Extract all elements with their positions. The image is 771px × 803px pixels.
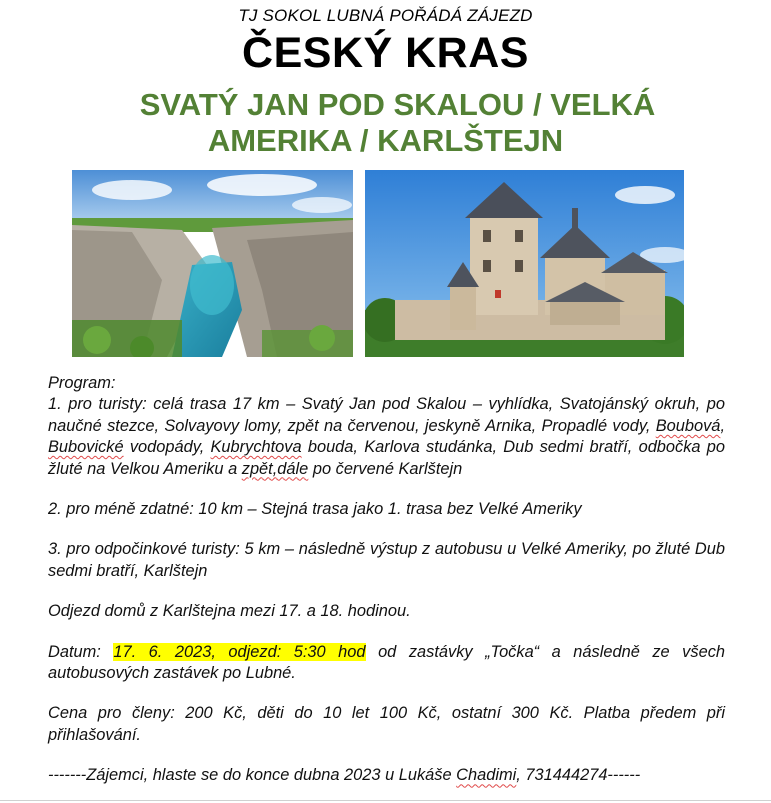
route-1-text: bouda, Karlova studánka, Dub sedmi bratří, odbočka po žluté na Velkou Ameriku a [48,438,725,478]
subtitle-line-1: SVATÝ JAN POD SKALOU / VELKÁ [139,87,656,122]
contact-before: -------Zájemci, hlaste se do konce dubna 2023 u Lukáše [48,766,457,785]
route-1-word: Bubovické [48,438,124,457]
route-1-description [48,394,725,480]
page-title: ČESKÝ KRAS [242,29,529,77]
page-divider [0,800,771,801]
route-1-word: Boubová [655,416,721,435]
route-1-text: , [720,416,725,435]
date-highlight: 17. 6. 2023, odjezd: 5:30 hod [113,642,366,661]
route-2-description: 2. pro méně zdatné: 10 km – Stejná trasa jako 1. trasa bez Velké Ameriky [48,500,582,519]
date-info [48,642,725,685]
contact-name: Chadimi [456,766,517,785]
date-rest: od zastávky „Točka“ a následně ze všech autobusových zastávek po Lubné. [48,642,726,683]
date-label: Datum: [48,642,114,661]
contact-info [48,765,725,786]
subtitle-line-2: AMERIKA / KARLŠTEJN [207,123,564,158]
route-1-word: zpět,dále [241,459,309,478]
route-1-text: po červené Karlštejn [308,459,463,478]
velka-amerika-image [72,170,353,357]
route-3-description: 3. pro odpočinkové turisty: 5 km – následně výstup z autobusu u Velké Ameriky, po žluté Dub sedmi bratří, Karlštejn [48,540,725,580]
karlstejn-castle-photo [365,170,684,357]
quarry-lake-photo [72,170,353,357]
karlstejn-image [365,170,684,357]
route-1-text: 1. pro turisty: celá trasa 17 km – Svatý Jan pod Skalou – vyhlídka, Svatojánský okruh, po naučné stezce, Solvayovy lomy, zpět na červenou, jeskyně Arnika, Propadlé vody, [48,395,725,435]
price-info: Cena pro členy: 200 Kč, děti do 10 let 100 Kč, ostatní 300 Kč. Platba předem při přihlašování. [48,704,725,744]
route-1-text: vodopády, [123,438,211,457]
organizer-line: TJ SOKOL LUBNÁ POŘÁDÁ ZÁJEZD [238,6,533,25]
route-1-word: Kubrychtova [210,438,302,457]
departure-home: Odjezd domů z Karlštejna mezi 17. a 18. hodinou. [48,602,411,621]
program-text [48,373,725,787]
program-heading: Program: [48,374,116,392]
contact-after: , 731444274------ [516,766,641,785]
